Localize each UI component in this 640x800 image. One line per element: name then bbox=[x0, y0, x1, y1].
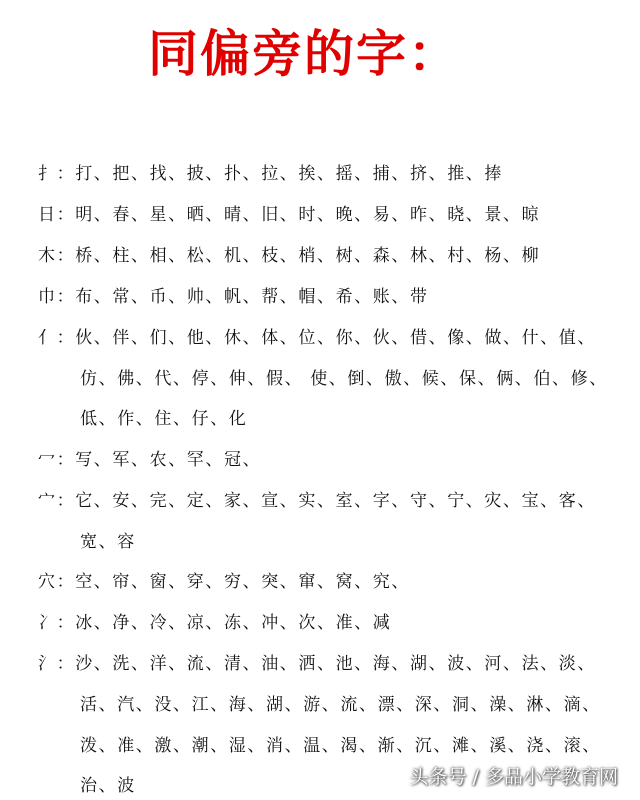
char-list: 空、帘、窗、穿、穷、突、窜、窝、究、 bbox=[75, 572, 411, 592]
radical-label: 巾： bbox=[38, 287, 76, 307]
radical-group-mian bbox=[38, 490, 596, 512]
page-title: 同偏旁的字： bbox=[148, 24, 460, 83]
char-list-continued: 宽、容 bbox=[80, 532, 136, 552]
radical-label: 木： bbox=[38, 246, 76, 266]
radical-group-bing bbox=[38, 612, 391, 634]
radical-group-jin bbox=[38, 286, 429, 308]
char-list: 沙、洗、洋、流、清、油、洒、池、海、湖、波、河、法、淡、 bbox=[75, 654, 597, 674]
char-list: 布、常、币、帅、帆、帮、帽、希、账、带 bbox=[75, 287, 429, 307]
radical-label: 冖： bbox=[38, 450, 76, 470]
radical-group-mu bbox=[38, 245, 540, 267]
char-list: 它、安、完、定、家、宣、实、室、字、守、宁、灾、宝、客、 bbox=[75, 491, 597, 511]
char-list-continued: 活、汽、没、江、海、湖、游、流、漂、深、洞、澡、淋、滴、 bbox=[80, 695, 601, 715]
char-list-continued: 仿、佛、代、停、伸、假、 使、倒、傲、候、保、俩、伯、修、 bbox=[80, 369, 608, 389]
radical-label: 穴： bbox=[38, 572, 76, 592]
char-list: 明、春、星、晒、晴、旧、时、晚、易、昨、晓、景、晾 bbox=[75, 205, 541, 225]
char-list: 伙、伴、们、他、休、体、位、你、伙、借、像、做、什、值、 bbox=[75, 328, 597, 348]
radical-group-ren bbox=[38, 327, 596, 349]
char-list: 冰、净、冷、凉、冻、冲、次、准、减 bbox=[75, 613, 392, 633]
char-list: 桥、柱、相、松、机、枝、梢、树、森、林、村、杨、柳 bbox=[75, 246, 541, 266]
char-list: 写、军、农、罕、冠、 bbox=[75, 450, 262, 470]
radical-label: 宀： bbox=[38, 491, 76, 511]
radical-label: 亻： bbox=[38, 328, 76, 348]
radical-group-shui bbox=[38, 653, 596, 675]
radical-label: 氵： bbox=[38, 654, 76, 674]
radical-group-ri bbox=[38, 204, 540, 226]
radical-label: 日： bbox=[38, 205, 76, 225]
radical-group-xue bbox=[38, 571, 410, 593]
radical-label: 冫： bbox=[38, 613, 76, 633]
char-list-continued: 低、作、住、仔、化 bbox=[80, 409, 248, 429]
watermark: 头条号 / 多品小学教育网 bbox=[409, 766, 618, 788]
radical-label: 扌： bbox=[38, 164, 76, 184]
radical-group-shou bbox=[38, 163, 503, 185]
char-list: 打、把、找、披、扑、拉、挨、摇、捕、挤、推、捧 bbox=[75, 164, 504, 184]
char-list-continued: 治、波 bbox=[80, 776, 136, 796]
radical-group-mi bbox=[38, 449, 261, 471]
char-list-continued: 泼、准、激、潮、湿、消、温、渴、渐、沉、滩、溪、浇、滚、 bbox=[80, 736, 601, 756]
